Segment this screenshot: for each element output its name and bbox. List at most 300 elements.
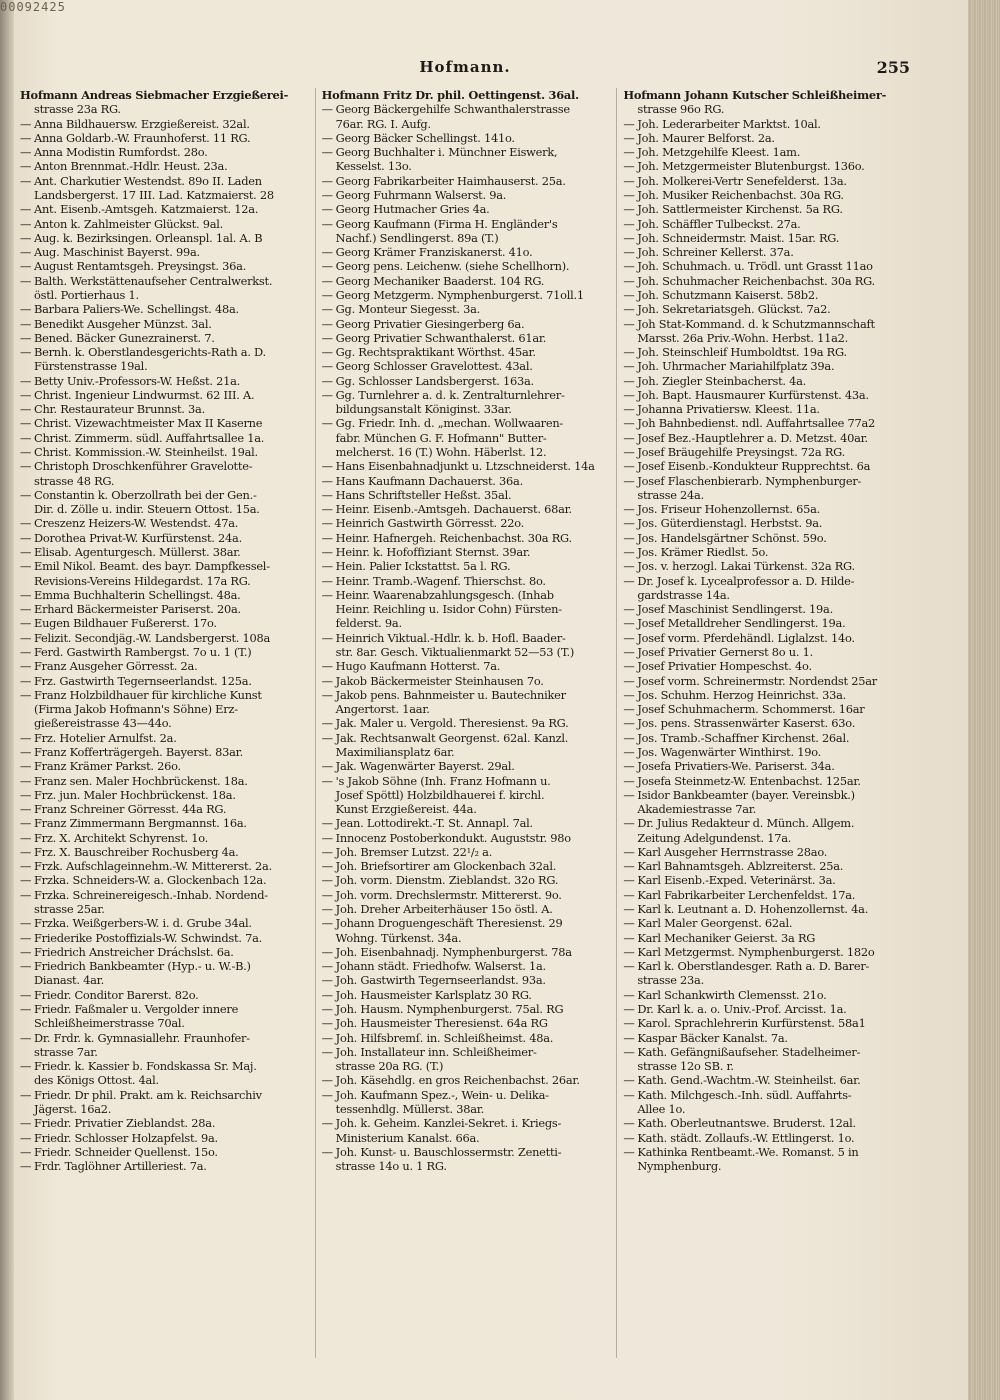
directory-entry	[322, 873, 609, 887]
directory-entry	[322, 688, 609, 702]
entry-dash: —	[623, 944, 635, 959]
entry-text: strasse 14o u. 1 RG.	[335, 1159, 447, 1174]
entry-text: Josef Privatier Hompeschst. 4o.	[637, 659, 812, 674]
entry-dash: —	[623, 202, 635, 217]
directory-entry	[322, 1088, 609, 1102]
entry-dash: —	[623, 673, 635, 688]
directory-entry	[322, 902, 609, 916]
entry-text: Fürstenstrasse 19al.	[34, 359, 148, 374]
directory-entry	[20, 174, 307, 188]
entry-continuation	[623, 973, 910, 987]
directory-entry	[20, 616, 307, 630]
entry-text: Constantin k. Oberzollrath bei der Gen.-	[34, 487, 257, 502]
entry-dash: —	[321, 1044, 333, 1059]
entry-text: Joh. Maurer Belforst. 2a.	[637, 130, 775, 145]
entry-text: Georg Buchhalter i. Münchner Eiswerk,	[335, 145, 558, 160]
directory-entry	[20, 217, 307, 231]
entry-text: strasse 12o SB. r.	[637, 1059, 734, 1074]
directory-entry	[20, 1031, 307, 1045]
entry-dash: —	[20, 616, 32, 631]
entry-text: Gg. Friedr. Inh. d. „mechan. Wollwaaren-	[335, 416, 564, 431]
entry-dash: —	[321, 259, 333, 274]
entry-text: östl. Portierhaus 1.	[34, 287, 139, 302]
entry-continuation	[20, 474, 307, 488]
directory-entry	[20, 559, 307, 573]
directory-entry	[322, 916, 609, 930]
entry-text: Maximiliansplatz 6ar.	[335, 744, 455, 759]
directory-entry	[20, 531, 307, 545]
entry-dash: —	[20, 859, 32, 874]
entry-dash: —	[321, 287, 333, 302]
entry-text: Benedikt Ausgeher Münzst. 3al.	[34, 316, 212, 331]
entry-dash: —	[20, 330, 32, 345]
entry-dash: —	[321, 1144, 333, 1159]
entry-dash: —	[321, 1073, 333, 1088]
directory-entry	[623, 431, 910, 445]
directory-entry	[623, 317, 910, 331]
directory-entry	[322, 131, 609, 145]
entry-dash: —	[623, 430, 635, 445]
entry-text: Hofmann Andreas Siebmacher Erzgießerei-	[20, 88, 289, 102]
page-edge	[968, 0, 1000, 1400]
directory-entry	[20, 788, 307, 802]
entry-dash: —	[20, 1059, 32, 1074]
directory-entry	[322, 959, 609, 973]
directory-entry	[623, 145, 910, 159]
entry-dash: —	[20, 816, 32, 831]
entry-dash: —	[623, 145, 635, 160]
directory-entry	[322, 488, 609, 502]
directory-entry	[623, 559, 910, 573]
directory-entry	[322, 202, 609, 216]
entry-dash: —	[321, 187, 333, 202]
entry-dash: —	[623, 844, 635, 859]
entry-dash: —	[20, 245, 32, 260]
entry-dash: —	[20, 1087, 32, 1102]
entry-text: Hugo Kaufmann Hotterst. 7a.	[335, 659, 501, 674]
entry-dash: —	[321, 473, 333, 488]
entry-dash: —	[20, 173, 32, 188]
directory-entry	[322, 102, 609, 116]
directory-entry	[20, 402, 307, 416]
entry-text: Ant. Eisenb.-Amtsgeh. Katzmaierst. 12a.	[34, 202, 259, 217]
entry-dash: —	[623, 859, 635, 874]
entry-dash: —	[623, 602, 635, 617]
directory-entry	[623, 1088, 910, 1102]
entry-dash: —	[321, 916, 333, 931]
directory-entry	[20, 445, 307, 459]
directory-entry	[623, 445, 910, 459]
directory-entry	[623, 388, 910, 402]
entry-text: Joh. Bremser Lutzst. 22¹/₂ a.	[335, 844, 493, 859]
entry-text: Karl Fabrikarbeiter Lerchenfeldst. 17a.	[637, 887, 856, 902]
directory-entry	[623, 1031, 910, 1045]
entry-text: str. 8ar. Gesch. Viktualienmarkt 52—53 (T.)	[335, 644, 575, 659]
directory-entry	[623, 631, 910, 645]
directory-entry	[322, 1073, 609, 1087]
entry-dash: —	[20, 273, 32, 288]
directory-entry	[623, 745, 910, 759]
entry-text: Joh. Käsehdlg. en gros Reichenbachst. 26ar.	[335, 1073, 580, 1088]
entry-text: Joh. Eisenbahnadj. Nymphenburgerst. 78a	[335, 944, 572, 959]
entry-text: bildungsanstalt Königinst. 33ar.	[335, 402, 512, 417]
entry-text: Joh. vorm. Drechslermstr. Mittererst. 9o.	[335, 887, 562, 902]
entry-dash: —	[20, 1116, 32, 1131]
entry-text: strasse 20a RG. (T.)	[335, 1059, 444, 1074]
entry-dash: —	[321, 487, 333, 502]
entry-text: felderst. 9a.	[335, 616, 402, 631]
directory-entry	[20, 745, 307, 759]
entry-text: Joh. Bapt. Hausmaurer Kurfürstenst. 43a.	[637, 387, 869, 402]
directory-entry	[322, 516, 609, 530]
entry-text: Kath. Gend.-Wachtm.-W. Steinheilst. 6ar.	[637, 1073, 861, 1088]
directory-entry	[20, 931, 307, 945]
entry-dash: —	[321, 387, 333, 402]
entry-text: Joh. Gastwirth Tegernseerlandst. 93a.	[335, 973, 546, 988]
entry-dash: —	[321, 359, 333, 374]
entry-dash: —	[623, 1144, 635, 1159]
entry-text: Gg. Monteur Siegesst. 3a.	[335, 302, 481, 317]
entry-continuation	[322, 788, 609, 802]
directory-entry	[623, 688, 910, 702]
directory-entry	[322, 259, 609, 273]
entry-continuation	[20, 1016, 307, 1030]
entry-dash: —	[623, 387, 635, 402]
entry-text: Jos. Güterdienstagl. Herbstst. 9a.	[637, 516, 823, 531]
entry-text: Friederike Postoffizials-W. Schwindst. 7a.	[34, 930, 263, 945]
entry-continuation	[20, 973, 307, 987]
entry-text: Joh Bahnbedienst. ndl. Auffahrtsallee 77a2	[637, 416, 875, 431]
entry-dash: —	[623, 316, 635, 331]
directory-entry	[20, 1059, 307, 1073]
entry-text: Kunst Erzgießereist. 44a.	[335, 802, 477, 817]
entry-text: August Rentamtsgeh. Preysingst. 36a.	[34, 259, 247, 274]
entry-continuation	[322, 117, 609, 131]
entry-text: Joh. Kaufmann Spez.-, Wein- u. Delika-	[335, 1087, 549, 1102]
directory-entry	[322, 502, 609, 516]
entry-text: Schleißheimerstrasse 70al.	[34, 1016, 185, 1031]
directory-entry	[322, 359, 609, 373]
entry-text: 76ar. RG. I. Aufg.	[335, 116, 431, 131]
entry-text: Georg Mechaniker Baaderst. 104 RG.	[335, 273, 545, 288]
entry-continuation	[20, 502, 307, 516]
directory-entry	[20, 873, 307, 887]
directory-entry	[322, 731, 609, 745]
entry-dash: —	[321, 830, 333, 845]
entry-text: Dr. Julius Redakteur d. Münch. Allgem.	[637, 816, 855, 831]
entry-dash: —	[20, 959, 32, 974]
entry-text: Joh. Uhrmacher Mariahilfplatz 39a.	[637, 359, 835, 374]
directory-entry	[623, 845, 910, 859]
directory-entry	[322, 88, 609, 102]
entry-text: Joh. Lederarbeiter Marktst. 10al.	[637, 116, 821, 131]
entry-dash: —	[321, 1116, 333, 1131]
directory-entry	[322, 345, 609, 359]
entry-continuation	[322, 802, 609, 816]
directory-entry	[623, 374, 910, 388]
entry-text: Jos. Schuhm. Herzog Heinrichst. 33a.	[637, 687, 847, 702]
entry-dash: —	[20, 202, 32, 217]
entry-text: Joh. k. Geheim. Kanzlei-Sekret. i. Kriegs-	[335, 1116, 562, 1131]
entry-text: Karl Mechaniker Geierst. 3a RG	[637, 930, 816, 945]
entry-dash: —	[321, 245, 333, 260]
entry-text: Jos. Handelsgärtner Schönst. 59o.	[637, 530, 827, 545]
entry-text: Joh Stat-Kommand. d. k Schutzmannschaft	[637, 316, 875, 331]
directory-entry	[623, 545, 910, 559]
directory-entry	[20, 374, 307, 388]
entry-dash: —	[623, 402, 635, 417]
entry-dash: —	[321, 944, 333, 959]
entry-text: Creszenz Heizers-W. Westendst. 47a.	[34, 516, 239, 531]
directory-entry	[322, 574, 609, 588]
directory-entry	[322, 545, 609, 559]
entry-dash: —	[20, 345, 32, 360]
entry-text: Joh. Schneidermstr. Maist. 15ar. RG.	[637, 230, 840, 245]
entry-continuation	[20, 716, 307, 730]
directory-entry	[623, 1073, 910, 1087]
directory-entry	[623, 131, 910, 145]
entry-text: Karl Bahnamtsgeh. Ablzreiterst. 25a.	[637, 859, 844, 874]
directory-entry	[623, 217, 910, 231]
directory-entry	[20, 145, 307, 159]
entry-text: Frdr. Taglöhner Artilleriest. 7a.	[34, 1159, 207, 1174]
entry-dash: —	[321, 416, 333, 431]
entry-text: Kath. städt. Zollaufs.-W. Ettlingerst. 1o.	[637, 1130, 855, 1145]
directory-entry	[20, 959, 307, 973]
entry-dash: —	[20, 145, 32, 160]
entry-continuation	[20, 188, 307, 202]
entry-continuation	[322, 745, 609, 759]
entry-text: Georg Krämer Franziskanerst. 41o.	[335, 245, 533, 260]
entry-dash: —	[20, 1144, 32, 1159]
entry-continuation	[20, 574, 307, 588]
entry-text: Aug. Maschinist Bayerst. 99a.	[34, 245, 200, 260]
entry-continuation	[20, 1045, 307, 1059]
entry-text: Josef vorm. Schreinermstr. Nordendst 25ar	[637, 673, 877, 688]
entry-dash: —	[321, 102, 333, 117]
entry-text: Emil Nikol. Beamt. des bayr. Dampfkessel-	[34, 559, 270, 574]
entry-dash: —	[321, 345, 333, 360]
entry-continuation	[322, 702, 609, 716]
directory-entry	[623, 731, 910, 745]
directory-entry	[623, 117, 910, 131]
directory-entry	[322, 331, 609, 345]
entry-text: Joh. Briefsortirer am Glockenbach 32al.	[335, 859, 557, 874]
directory-entry	[322, 988, 609, 1002]
directory-entry	[623, 1045, 910, 1059]
entry-text: Georg Fuhrmann Walserst. 9a.	[335, 187, 507, 202]
directory-entry	[623, 1002, 910, 1016]
directory-entry	[623, 302, 910, 316]
entry-dash: —	[20, 1159, 32, 1174]
entry-dash: —	[623, 1073, 635, 1088]
entry-dash: —	[20, 116, 32, 131]
entry-text: Barbara Paliers-We. Schellingst. 48a.	[34, 302, 239, 317]
entry-text: Georg pens. Leichenw. (siehe Schellhorn).	[335, 259, 570, 274]
entry-dash: —	[20, 944, 32, 959]
entry-text: des Königs Ottost. 4al.	[34, 1073, 159, 1088]
directory-entry	[20, 317, 307, 331]
entry-text: Hein. Palier Ickstattst. 5a l. RG.	[335, 559, 511, 574]
entry-dash: —	[20, 516, 32, 531]
entry-text: Heinr. Hafnergeh. Reichenbachst. 30a RG.	[335, 530, 572, 545]
directory-entry	[623, 916, 910, 930]
entry-text: Angertorst. 1aar.	[335, 702, 430, 717]
entry-dash: —	[623, 1087, 635, 1102]
entry-text: Friedr. k. Kassier b. Fondskassa Sr. Maj.	[34, 1059, 257, 1074]
entry-dash: —	[321, 673, 333, 688]
entry-continuation	[322, 159, 609, 173]
entry-dash: —	[321, 302, 333, 317]
entry-text: Innocenz Postoberkondukt. Auguststr. 98o	[335, 830, 571, 845]
entry-dash: —	[321, 759, 333, 774]
entry-text: Marsst. 26a Priv.-Wohn. Herbst. 11a2.	[637, 330, 849, 345]
directory-entry	[322, 274, 609, 288]
entry-dash: —	[20, 387, 32, 402]
entry-text: Josef Bez.-Hauptlehrer a. D. Metzst. 40ar.	[637, 430, 868, 445]
entry-dash: —	[623, 416, 635, 431]
entry-text: strasse 7ar.	[34, 1044, 98, 1059]
entry-continuation	[20, 702, 307, 716]
directory-entry	[322, 1045, 609, 1059]
entry-text: Dianast. 4ar.	[34, 973, 104, 988]
directory-entry	[20, 588, 307, 602]
entry-text: Karl Metzgermst. Nymphenburgerst. 182o	[637, 944, 875, 959]
entry-text: Nymphenburg.	[637, 1159, 722, 1174]
entry-continuation	[20, 1102, 307, 1116]
entry-text: Heinr. Tramb.-Wagenf. Thierschst. 8o.	[335, 573, 546, 588]
entry-continuation	[322, 602, 609, 616]
entry-text: Kath. Oberleutnantswe. Bruderst. 12al.	[637, 1116, 856, 1131]
entry-text: Ferd. Gastwirth Rambergst. 7o u. 1 (T.)	[34, 644, 252, 659]
entry-dash: —	[321, 330, 333, 345]
entry-dash: —	[20, 730, 32, 745]
directory-entry	[20, 459, 307, 473]
directory-entry	[623, 1145, 910, 1159]
entry-dash: —	[623, 245, 635, 260]
directory-entry	[20, 117, 307, 131]
entry-continuation	[623, 488, 910, 502]
entry-dash: —	[623, 287, 635, 302]
entry-text: Joh. Ziegler Steinbacherst. 4a.	[637, 373, 807, 388]
entry-dash: —	[623, 516, 635, 531]
entry-text: Heinrich Viktual.-Hdlr. k. b. Hofl. Baader-	[335, 630, 566, 645]
entry-text: Dir. d. Zölle u. indir. Steuern Ottost. 15a.	[34, 502, 260, 517]
entry-dash: —	[20, 887, 32, 902]
entry-continuation	[623, 1059, 910, 1073]
entry-text: tessenhdlg. Müllerst. 38ar.	[335, 1101, 485, 1116]
entry-text: Isidor Bankbeamter (bayer. Vereinsbk.)	[637, 787, 855, 802]
directory-entry	[623, 474, 910, 488]
directory-entry	[322, 145, 609, 159]
entry-text: Gg. Rechtspraktikant Wörthst. 45ar.	[335, 345, 536, 360]
directory-entry	[20, 231, 307, 245]
entry-text: Frz. X. Architekt Schyrenst. 1o.	[34, 830, 209, 845]
entry-dash: —	[623, 116, 635, 131]
entry-text: Hans Schriftsteller Heßst. 35al.	[335, 487, 512, 502]
directory-entry	[20, 1131, 307, 1145]
entry-continuation	[623, 588, 910, 602]
directory-entry	[20, 259, 307, 273]
entry-continuation	[322, 1159, 609, 1173]
entry-text: Karl Ausgeher Herrnstrasse 28ao.	[637, 844, 828, 859]
entry-dash: —	[623, 159, 635, 174]
entry-continuation	[322, 931, 609, 945]
entry-dash: —	[20, 545, 32, 559]
entry-dash: —	[623, 545, 635, 559]
entry-dash: —	[20, 987, 32, 1002]
directory-entry	[623, 945, 910, 959]
entry-continuation	[20, 288, 307, 302]
entry-text: Hans Kaufmann Dachauerst. 36a.	[335, 473, 523, 488]
entry-dash: —	[321, 973, 333, 988]
directory-entry	[322, 1145, 609, 1159]
entry-continuation	[623, 1159, 910, 1173]
entry-text: Heinr. k. Hofoffiziant Sternst. 39ar.	[335, 545, 531, 559]
directory-entry	[20, 759, 307, 773]
entry-dash: —	[321, 716, 333, 731]
entry-text: Georg Metzgerm. Nymphenburgerst. 71oll.1	[335, 287, 584, 302]
directory-entry	[623, 859, 910, 873]
entry-text: strasse 25ar.	[34, 902, 105, 917]
entry-text: Johann Droguengeschäft Theresienst. 29	[335, 916, 563, 931]
directory-entry	[20, 488, 307, 502]
entry-dash: —	[321, 202, 333, 217]
entry-text: Wohng. Türkenst. 34a.	[335, 930, 462, 945]
entry-text: gießereistrasse 43—44o.	[34, 716, 172, 731]
entry-dash: —	[20, 1002, 32, 1016]
directory-entry	[623, 702, 910, 716]
columns	[20, 88, 910, 1358]
directory-entry	[623, 602, 910, 616]
directory-entry	[20, 774, 307, 788]
directory-entry	[322, 217, 609, 231]
entry-text: Karl Eisenb.-Exped. Veterinärst. 3a.	[637, 873, 836, 888]
entry-text: Georg Hutmacher Gries 4a.	[335, 202, 490, 217]
directory-entry	[623, 359, 910, 373]
directory-entry	[623, 231, 910, 245]
entry-text: Josef Flaschenbierarb. Nymphenburger-	[637, 473, 862, 488]
entry-dash: —	[20, 459, 32, 474]
directory-entry	[322, 631, 609, 645]
entry-text: Friedrich Bankbeamter (Hyp.- u. W.-B.)	[34, 959, 251, 974]
directory-entry	[20, 1145, 307, 1159]
entry-dash: —	[623, 1030, 635, 1045]
entry-text: Joh. Musiker Reichenbachst. 30a RG.	[637, 187, 844, 202]
directory-entry	[623, 345, 910, 359]
directory-entry	[20, 1088, 307, 1102]
entry-text: Jak. Rechtsanwalt Georgenst. 62al. Kanzl.	[335, 730, 569, 745]
entry-dash: —	[623, 902, 635, 917]
entry-text: Dr. Karl k. a. o. Univ.-Prof. Arcisst. 1a.	[637, 1002, 847, 1016]
directory-entry	[20, 345, 307, 359]
entry-text: Joh. Steinschleif Humboldtst. 19a RG.	[637, 345, 847, 360]
entry-text: Felizit. Secondjäg.-W. Landsbergerst. 108a	[34, 630, 271, 645]
directory-entry	[623, 459, 910, 473]
entry-dash: —	[321, 730, 333, 745]
entry-text: Gg. Schlosser Landsbergerst. 163a.	[335, 373, 534, 388]
entry-dash: —	[623, 1044, 635, 1059]
entry-dash: —	[20, 802, 32, 817]
entry-text: Frz. jun. Maler Hochbrückenst. 18a.	[34, 787, 236, 802]
directory-entry	[322, 1002, 609, 1016]
directory-entry	[322, 531, 609, 545]
scan-id-stamp: 00092425	[0, 0, 66, 14]
entry-text: Kaspar Bäcker Kanalst. 7a.	[637, 1030, 788, 1045]
entry-dash: —	[321, 1030, 333, 1045]
entry-text: Joh. Sekretariatsgeh. Glückst. 7a2.	[637, 302, 831, 317]
directory-entry	[322, 588, 609, 602]
